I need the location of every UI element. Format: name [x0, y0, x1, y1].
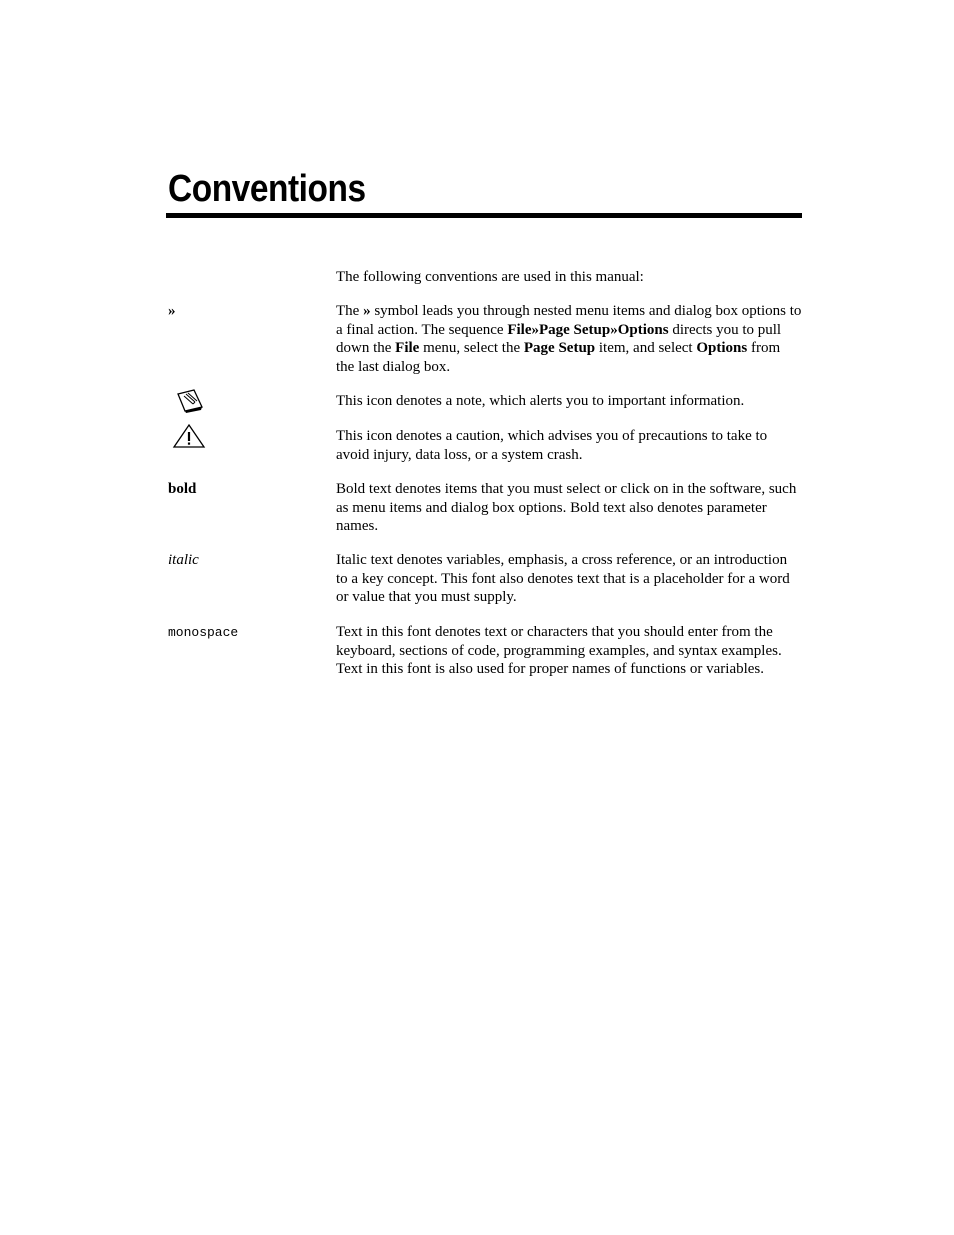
page-title: Conventions: [168, 168, 366, 210]
text-run: symbol leads you through nested menu items and dialog box options to a final action. The sequence: [336, 303, 802, 338]
caution-icon: [172, 423, 206, 449]
convention-description: This icon denotes a note, which alerts you to important information.: [336, 393, 745, 409]
convention-term: »: [168, 303, 176, 319]
text-run-bold: File»Page Setup»Options: [507, 321, 669, 338]
text-run: menu, select the: [419, 340, 524, 357]
text-run-bold: »: [363, 303, 371, 319]
convention-term: bold: [168, 481, 197, 497]
text-run: The: [336, 303, 364, 319]
intro-text: The following conventions are used in this manual:: [336, 269, 644, 285]
text-run: from the last dialog box.: [336, 340, 781, 376]
convention-description: [336, 302, 802, 377]
text-run-bold: Page Setup: [523, 340, 596, 357]
text-run-bold: File: [395, 340, 420, 357]
convention-description: Text in this font denotes text or characters that you should enter from the keyboard, sections of code, programming examples, and syntax examples. Text in this font is also used for proper names of functions or variables.: [336, 624, 782, 678]
convention-description: Bold text denotes items that you must select or click on in the software, such as menu items and dialog box options. Bold text also denotes parameter names.: [336, 481, 797, 535]
convention-description: Italic text denotes variables, emphasis, a cross reference, or an introduction to a key concept. This font also denotes text that is a placeholder for a word or value that you must supply.: [336, 552, 790, 606]
text-run-bold: Options: [696, 340, 748, 357]
title-rule: [166, 213, 802, 218]
text-run: item, and select: [595, 340, 697, 357]
text-run: directs you to pull down the: [336, 321, 782, 357]
note-icon: [175, 388, 205, 414]
convention-description: This icon denotes a caution, which advises you of precautions to take to avoid injury, data loss, or a system crash.: [336, 428, 768, 463]
convention-term: italic: [168, 552, 199, 568]
convention-term: monospace: [168, 625, 239, 640]
